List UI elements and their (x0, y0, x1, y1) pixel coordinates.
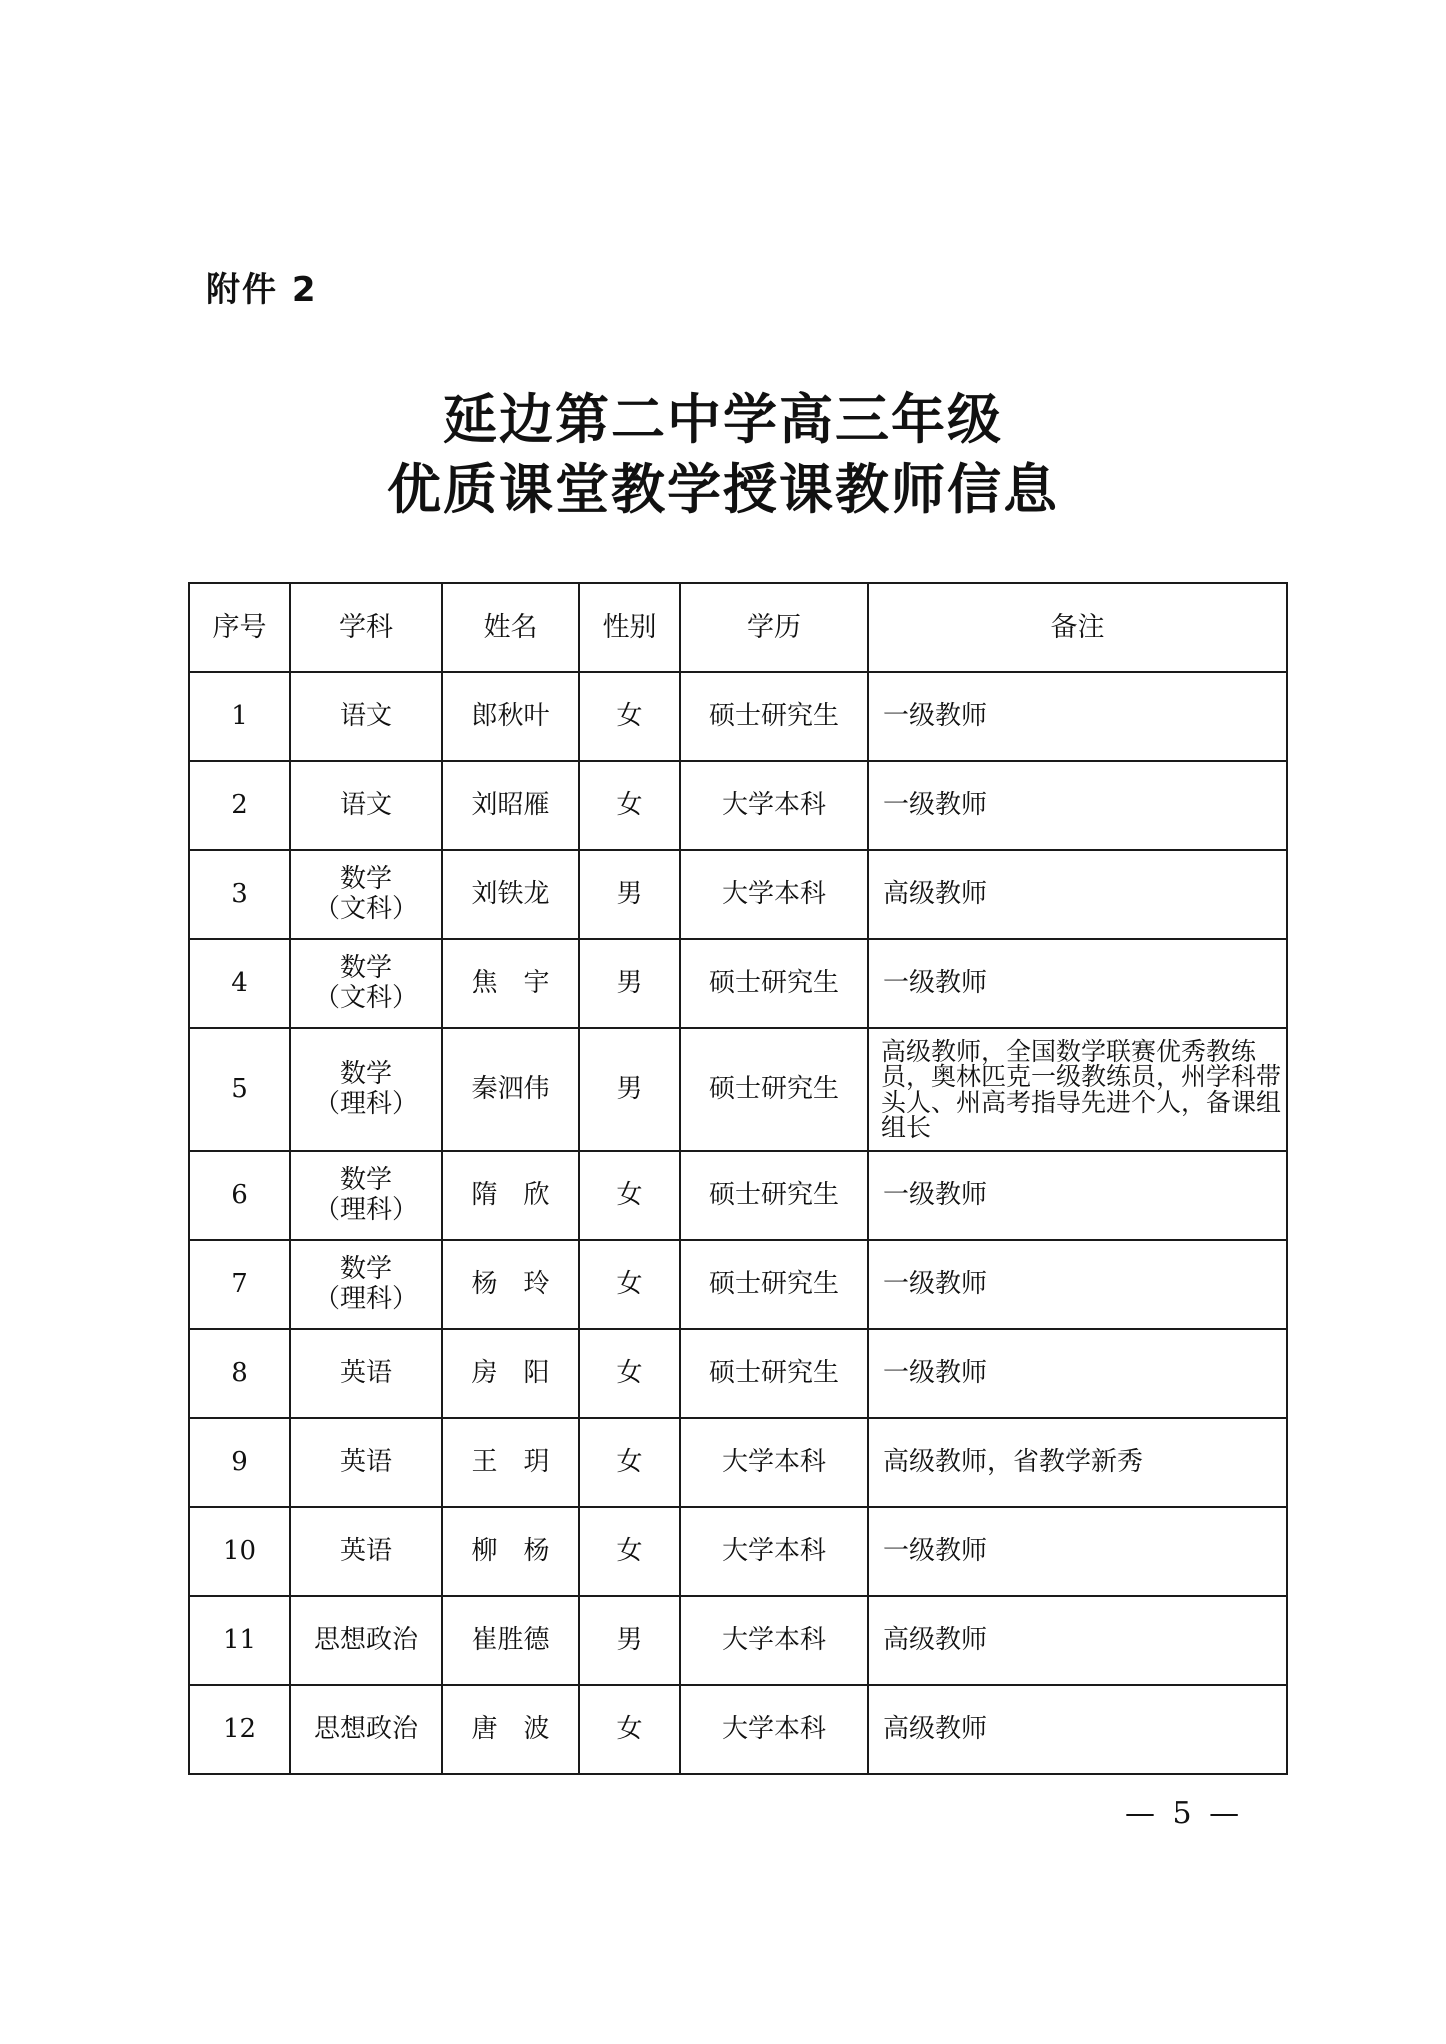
cell-gender: 男 (579, 1028, 680, 1151)
subject-label: 数学 (339, 1058, 392, 1089)
cell-subject (290, 939, 442, 1028)
cell-name: 刘昭雁 (442, 761, 579, 850)
cell-remark: 高级教师 (868, 1685, 1287, 1774)
subject-label: 语文 (339, 700, 392, 731)
cell-no: 4 (189, 939, 290, 1028)
cell-subject (290, 1240, 442, 1329)
cell-education: 大学本科 (680, 1596, 868, 1685)
cell-name: 唐 波 (442, 1685, 579, 1774)
table-row (189, 1685, 1287, 1774)
subject-note: （理科） (313, 1194, 418, 1225)
cell-subject (290, 1685, 442, 1774)
header-cell-no: 序号 (189, 583, 290, 672)
cell-no: 1 (189, 672, 290, 761)
cell-name: 郎秋叶 (442, 672, 579, 761)
cell-no: 11 (189, 1596, 290, 1685)
table-row (189, 1329, 1287, 1418)
subject-note: （文科） (313, 982, 418, 1013)
header-cell-name: 姓名 (442, 583, 579, 672)
cell-name: 隋 欣 (442, 1151, 579, 1240)
cell-education: 硕士研究生 (680, 939, 868, 1028)
cell-gender: 女 (579, 1685, 680, 1774)
cell-education: 大学本科 (680, 1685, 868, 1774)
cell-education: 硕士研究生 (680, 1151, 868, 1240)
cell-education: 大学本科 (680, 761, 868, 850)
table-row (189, 1240, 1287, 1329)
cell-gender: 女 (579, 1507, 680, 1596)
cell-education: 大学本科 (680, 1507, 868, 1596)
table-row (189, 1151, 1287, 1240)
cell-remark: 一级教师 (868, 1240, 1287, 1329)
cell-education: 硕士研究生 (680, 1028, 868, 1151)
cell-subject (290, 1028, 442, 1151)
cell-gender: 女 (579, 1329, 680, 1418)
cell-no: 12 (189, 1685, 290, 1774)
cell-no: 7 (189, 1240, 290, 1329)
cell-education: 大学本科 (680, 850, 868, 939)
page-number: — 5 — (1125, 1796, 1244, 1831)
cell-no: 6 (189, 1151, 290, 1240)
cell-remark: 高级教师 (868, 1596, 1287, 1685)
table-row (189, 672, 1287, 761)
subject-label: 语文 (339, 789, 392, 820)
header-cell-remark: 备注 (868, 583, 1287, 672)
cell-remark: 一级教师 (868, 761, 1287, 850)
header-cell-education: 学历 (680, 583, 868, 672)
header-cell-subject: 学科 (290, 583, 442, 672)
cell-name: 王 玥 (442, 1418, 579, 1507)
teacher-info-table (188, 582, 1288, 1775)
subject-label: 思想政治 (313, 1624, 418, 1655)
cell-no: 2 (189, 761, 290, 850)
cell-name: 崔胜德 (442, 1596, 579, 1685)
cell-gender: 男 (579, 850, 680, 939)
subject-label: 数学 (339, 1164, 392, 1195)
subject-note: （文科） (313, 893, 418, 924)
cell-no: 5 (189, 1028, 290, 1151)
cell-name: 杨 玲 (442, 1240, 579, 1329)
cell-name: 秦泗伟 (442, 1028, 579, 1151)
cell-remark: 一级教师 (868, 1507, 1287, 1596)
subject-label: 思想政治 (313, 1713, 418, 1744)
cell-name: 刘铁龙 (442, 850, 579, 939)
cell-subject (290, 1329, 442, 1418)
cell-remark: 高级教师 (868, 850, 1287, 939)
table-row (189, 1418, 1287, 1507)
attachment-label: 附件 2 (206, 270, 318, 310)
header-cell-gender: 性别 (579, 583, 680, 672)
table-row (189, 1028, 1287, 1151)
table-header-row (189, 583, 1287, 672)
cell-remark: 一级教师 (868, 939, 1287, 1028)
cell-remark: 一级教师 (868, 1329, 1287, 1418)
cell-no: 9 (189, 1418, 290, 1507)
cell-subject (290, 672, 442, 761)
subject-label: 英语 (339, 1535, 392, 1566)
cell-subject (290, 1507, 442, 1596)
cell-education: 硕士研究生 (680, 672, 868, 761)
document-title-line-2: 优质课堂教学授课教师信息 (387, 457, 1059, 521)
cell-remark: 一级教师 (868, 1151, 1287, 1240)
subject-note: （理科） (313, 1283, 418, 1314)
cell-subject (290, 1596, 442, 1685)
cell-no: 10 (189, 1507, 290, 1596)
cell-gender: 男 (579, 1596, 680, 1685)
table-row (189, 761, 1287, 850)
cell-remark: 高级教师，全国数学联赛优秀教练员，奥林匹克一级教练员，州学科带头人、州高考指导先进个人，备课组组长 (868, 1028, 1287, 1151)
cell-subject (290, 761, 442, 850)
cell-no: 8 (189, 1329, 290, 1418)
subject-label: 英语 (339, 1446, 392, 1477)
cell-gender: 女 (579, 1240, 680, 1329)
cell-name: 焦 宇 (442, 939, 579, 1028)
subject-label: 英语 (339, 1357, 392, 1388)
cell-gender: 男 (579, 939, 680, 1028)
cell-gender: 女 (579, 1418, 680, 1507)
table-row (189, 1507, 1287, 1596)
cell-no: 3 (189, 850, 290, 939)
cell-name: 柳 杨 (442, 1507, 579, 1596)
document-title-line-1: 延边第二中学高三年级 (443, 387, 1003, 451)
table-row (189, 939, 1287, 1028)
subject-label: 数学 (339, 952, 392, 983)
subject-label: 数学 (339, 1253, 392, 1284)
cell-gender: 女 (579, 1151, 680, 1240)
cell-remark: 一级教师 (868, 672, 1287, 761)
subject-label: 数学 (339, 863, 392, 894)
cell-name: 房 阳 (442, 1329, 579, 1418)
cell-subject (290, 1418, 442, 1507)
cell-gender: 女 (579, 761, 680, 850)
cell-subject (290, 1151, 442, 1240)
cell-education: 大学本科 (680, 1418, 868, 1507)
cell-gender: 女 (579, 672, 680, 761)
cell-education: 硕士研究生 (680, 1329, 868, 1418)
cell-education: 硕士研究生 (680, 1240, 868, 1329)
cell-subject (290, 850, 442, 939)
table-row (189, 1596, 1287, 1685)
table-row (189, 850, 1287, 939)
subject-note: （理科） (313, 1088, 418, 1119)
cell-remark: 高级教师，省教学新秀 (868, 1418, 1287, 1507)
